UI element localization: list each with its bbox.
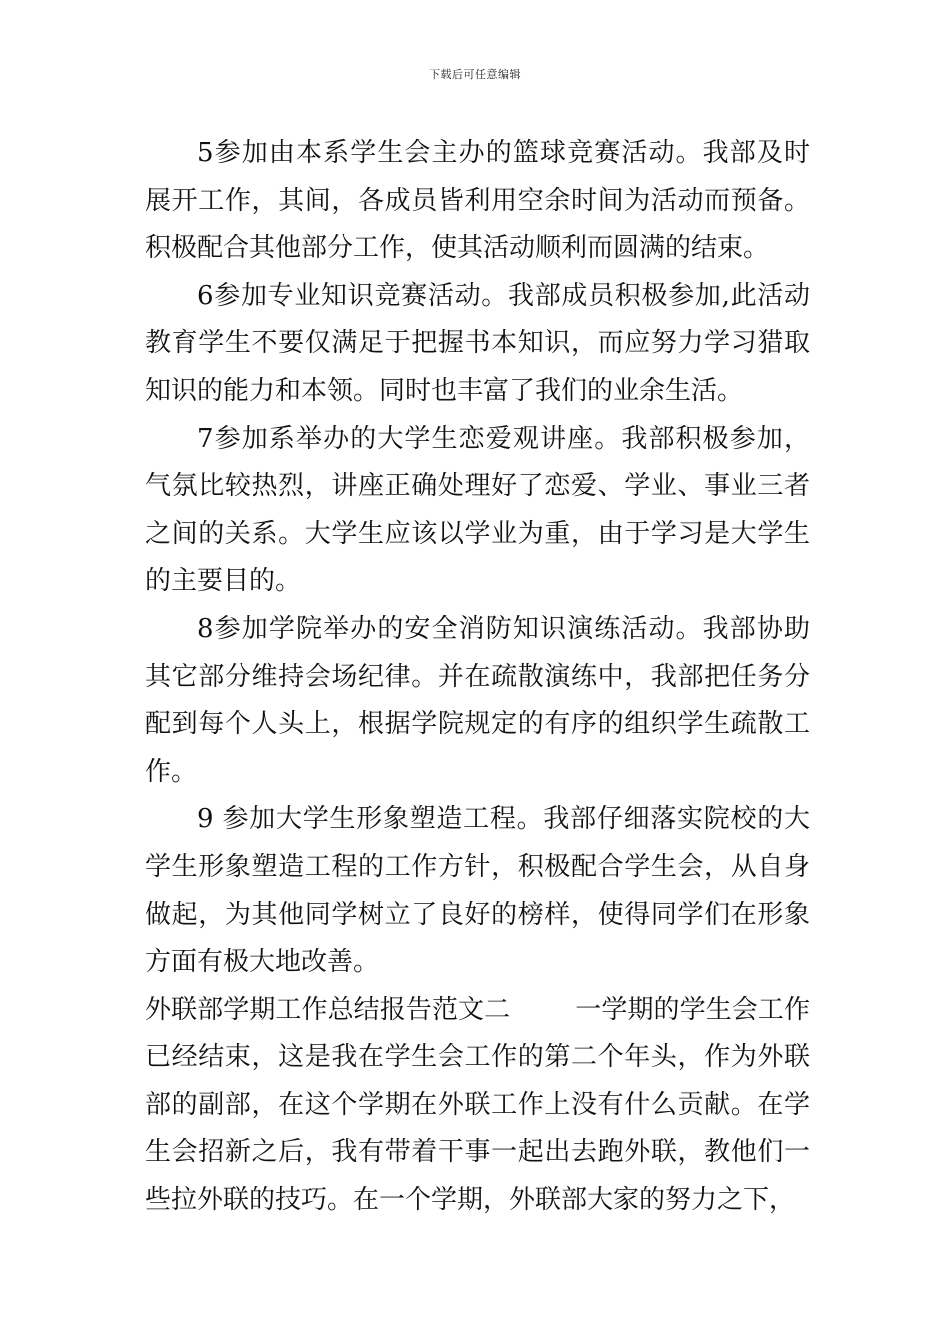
paragraph-item-9: 9 参加大学生形象塑造工程。我部仔细落实院校的大学生形象塑造工程的工作方针，积极配合学生会，从自身做起，为其他同学树立了良好的榜样，使得同学们在形象方面有极大地改善。 [145,804,810,978]
paragraph-item-7: 7参加系举办的大学生恋爱观讲座。我部积极参加，气氛比较热烈，讲座正确处理好了恋爱、学业、事业三者之间的关系。大学生应该以学业为重，由于学习是大学生的主要目的。 [145,423,810,597]
header-note: 下载后可任意编辑 [429,68,521,81]
section-title: 外联部学期工作总结报告范文二 [145,994,511,1025]
section-body: 一学期的学生会工作已经结束，这是我在学生会工作的第二个年头，作为外联部的副部，在这个学期在外联工作上没有什么贡献。在学生会招新之后，我有带着干事一起出去跑外联，教他们一些拉外联的技巧。在一个学期，外联部大家的努力之下， [145,994,810,1216]
paragraph-item-6: 6参加专业知识竞赛活动。我部成员积极参加,此活动教育学生不要仅满足于把握书本知识，而应努力学习猎取知识的能力和本领。同时也丰富了我们的业余生活。 [145,280,810,406]
section-paragraph [145,987,810,1225]
section-gap [510,995,575,1025]
document-body [145,130,810,1225]
paragraph-item-5: 5参加由本系学生会主办的篮球竞赛活动。我部及时展开工作，其间，各成员皆利用空余时间为活动而预备。积极配合其他部分工作，使其活动顺利而圆满的结束。 [145,138,810,264]
paragraph-item-8: 8参加学院举办的安全消防知识演练活动。我部协助其它部分维持会场纪律。并在疏散演练中，我部把任务分配到每个人头上，根据学院规定的有序的组织学生疏散工作。 [145,613,810,787]
